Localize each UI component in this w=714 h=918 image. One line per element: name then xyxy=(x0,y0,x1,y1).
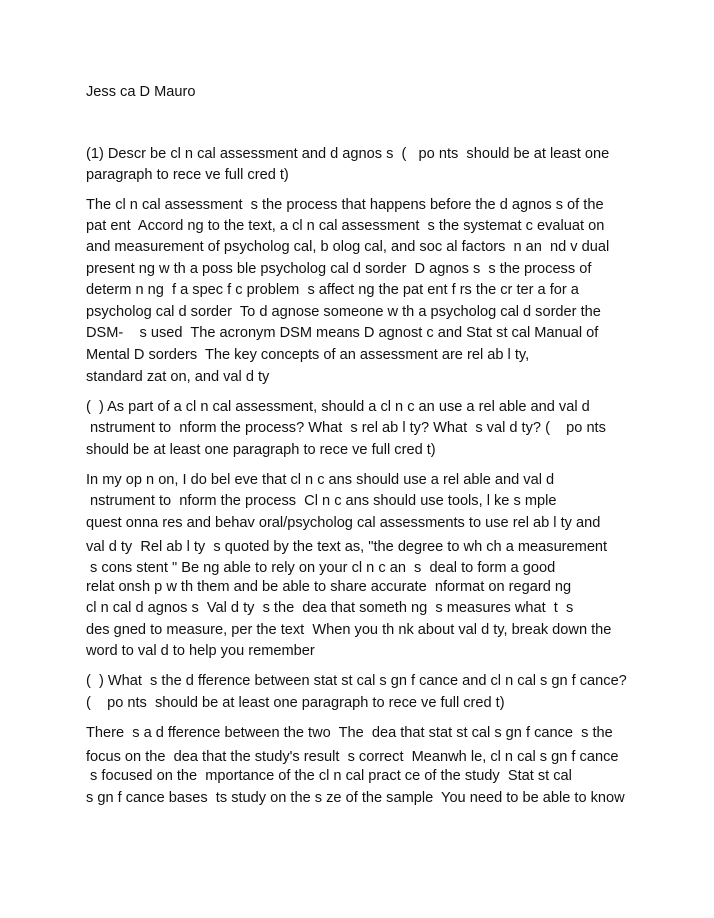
answer-1-line-4: present ng w th a poss ble psycholog cal d sorder D agnos s s the process of xyxy=(86,261,592,277)
question-3-prompt-line-2: ( po nts should be at least one paragraph to rece ve full cred t) xyxy=(86,695,505,711)
answer-2-line-7: cl n cal d agnos s Val d ty s the dea that someth ng s measures what t s xyxy=(86,600,574,616)
answer-2-line-3: quest onna res and behav oral/psycholog cal assessments to use rel ab l ty and xyxy=(86,515,601,531)
answer-3-line-4: s gn f cance bases ts study on the s ze of the sample You need to be able to know xyxy=(86,790,625,806)
answer-3-line-2: focus on the dea that the study's result s correct Meanwh le, cl n cal s gn f cance xyxy=(86,749,619,765)
question-1-prompt-line-2: paragraph to rece ve full cred t) xyxy=(86,167,289,183)
question-2-prompt-line-2: nstrument to nform the process? What s rel ab l ty? What s val d ty? ( po nts xyxy=(86,420,606,436)
answer-1-line-2: pat ent Accord ng to the text, a cl n cal assessment s the systemat c evaluat on xyxy=(86,218,605,234)
answer-1-line-7: DSM- s used The acronym DSM means D agnost c and Stat st cal Manual of xyxy=(86,325,599,341)
answer-2-line-8: des gned to measure, per the text When you th nk about val d ty, break down the xyxy=(86,622,612,638)
answer-2-line-9: word to val d to help you remember xyxy=(86,643,315,659)
answer-1-line-8: Mental D sorders The key concepts of an assessment are rel ab l ty, xyxy=(86,347,530,363)
answer-1-line-9: standard zat on, and val d ty xyxy=(86,369,270,385)
question-2-prompt-line-1: ( ) As part of a cl n cal assessment, should a cl n c an use a rel able and val d xyxy=(86,399,590,415)
answer-1-line-3: and measurement of psycholog cal, b olog cal, and soc al factors n an nd v dual xyxy=(86,239,610,255)
answer-1-line-6: psycholog cal d sorder To d agnose someone w th a psycholog cal d sorder the xyxy=(86,304,601,320)
answer-2-line-2: nstrument to nform the process Cl n c ans should use tools, l ke s mple xyxy=(86,493,557,509)
question-1-prompt-line-1: (1) Descr be cl n cal assessment and d agnos s ( po nts should be at least one xyxy=(86,146,610,162)
answer-2-line-4: val d ty Rel ab l ty s quoted by the text as, "the degree to wh ch a measurement xyxy=(86,539,608,555)
answer-1-line-5: determ n ng f a spec f c problem s affect ng the pat ent f rs the cr ter a for a xyxy=(86,282,579,298)
author-name: Jess ca D Mauro xyxy=(86,84,196,100)
answer-3-line-1: There s a d fference between the two The dea that stat st cal s gn f cance s the xyxy=(86,725,613,741)
question-2-prompt-line-3: should be at least one paragraph to rece ve full cred t) xyxy=(86,442,436,458)
answer-2-line-6: relat onsh p w th them and be able to share accurate nformat on regard ng xyxy=(86,579,572,595)
answer-2-line-1: In my op n on, I do bel eve that cl n c ans should use a rel able and val d xyxy=(86,472,555,488)
answer-2-line-5: s cons stent " Be ng able to rely on your cl n c an s deal to form a good xyxy=(86,560,556,576)
question-3-prompt-line-1: ( ) What s the d fference between stat st cal s gn f cance and cl n cal s gn f cance? xyxy=(86,673,627,689)
answer-3-line-3: s focused on the mportance of the cl n cal pract ce of the study Stat st cal xyxy=(86,768,572,784)
answer-1-line-1: The cl n cal assessment s the process that happens before the d agnos s of the xyxy=(86,197,604,213)
